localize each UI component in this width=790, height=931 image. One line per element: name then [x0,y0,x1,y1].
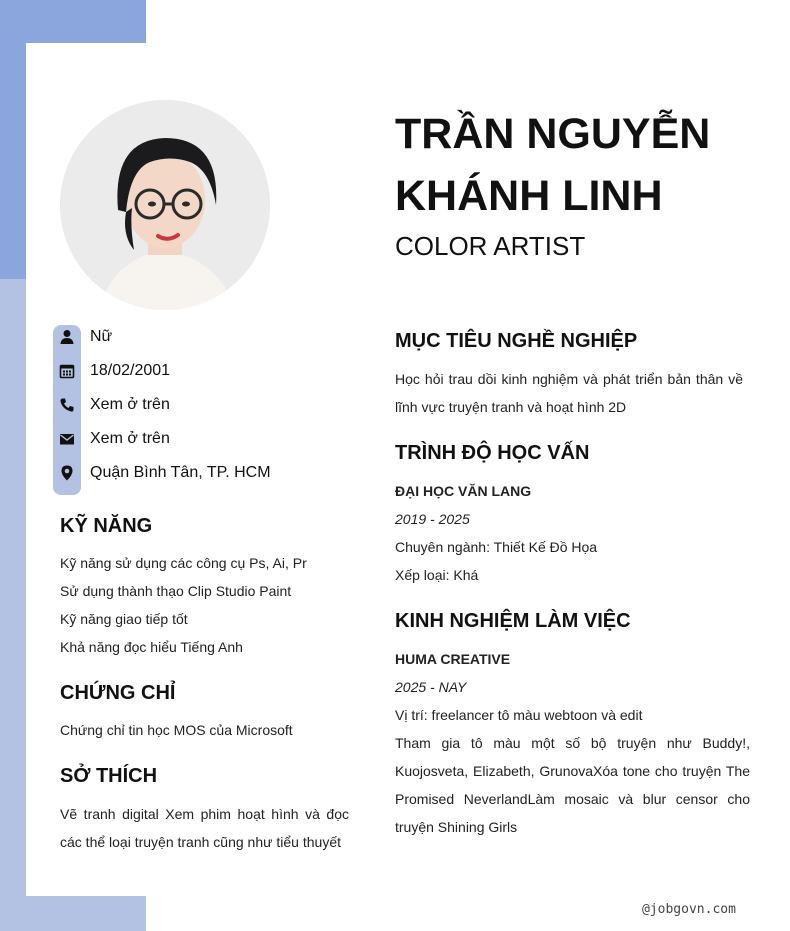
objective-text: Học hỏi trau dồi kinh nghiệm và phát triển bản thân về lĩnh vực truyện tranh và hoạt hình 2D [395,371,743,415]
experience-description: Tham gia tô màu một số bộ truyện như Buddy!, Kuojosveta, Elizabeth, GrunovaXóa tone cho truyện The Promised NeverlandLàm mosaic và blur censor cho truyện Shining Girls [395,735,750,835]
education-grade: Xếp loại: Khá [395,567,479,583]
education-period: 2019 - 2025 [395,511,470,527]
contact-address [53,457,353,491]
experience-period: 2025 - NAY [395,679,467,695]
person-icon [59,329,75,345]
skill-item: Kỹ năng giao tiếp tốt [60,611,188,627]
name-line-1: TRẦN NGUYỄN [395,110,711,158]
contact-gender [53,321,353,355]
calendar-icon [59,363,75,379]
skill-item: Sử dụng thành thạo Clip Studio Paint [60,583,292,599]
job-title: COLOR ARTIST [395,231,586,261]
phone-icon [59,397,75,413]
skills-heading: KỸ NĂNG [60,515,153,537]
contact-phone [53,389,353,423]
contact-phone-text: Xem ở trên [90,396,170,413]
certificate-item: Chứng chỉ tin học MOS của Microsoft [60,722,293,738]
experience-company: HUMA CREATIVE [395,651,511,667]
contact-birthday [53,355,353,389]
education-major: Chuyên ngành: Thiết Kế Đồ Họa [395,539,598,555]
avatar-photo [60,100,270,310]
education-school: ĐẠI HỌC VĂN LANG [395,483,532,499]
watermark: @jobgovn.com [642,902,736,917]
location-icon [59,465,75,481]
experience-heading: KINH NGHIỆM LÀM VIỆC [395,610,631,632]
hobbies-text: Vẽ tranh digital Xem phim hoạt hình và đọc các thể loại truyện tranh cũng như tiểu thuyết [60,806,349,850]
candidate-name [395,103,775,227]
certificates-heading: CHỨNG CHỈ [60,682,176,704]
contact-address-text: Quận Bình Tân, TP. HCM [90,464,271,481]
hobbies-heading: SỞ THÍCH [60,765,158,787]
portrait-illustration [60,100,270,310]
contact-birthday-text: 18/02/2001 [90,362,171,379]
contact-list [53,321,353,491]
mail-icon [59,431,75,447]
contact-email-text: Xem ở trên [90,430,170,447]
name-line-2: KHÁNH LINH [395,172,663,220]
education-heading: TRÌNH ĐỘ HỌC VẤN [395,442,590,464]
contact-email [53,423,353,457]
contact-gender-text: Nữ [90,328,113,345]
skill-item: Khả năng đọc hiểu Tiếng Anh [60,639,243,655]
experience-position: Vị trí: freelancer tô màu webtoon và edit [395,707,643,723]
objective-heading: MỤC TIÊU NGHỀ NGHIỆP [395,330,638,352]
skill-item: Kỹ năng sử dụng các công cụ Ps, Ai, Pr [60,555,307,571]
